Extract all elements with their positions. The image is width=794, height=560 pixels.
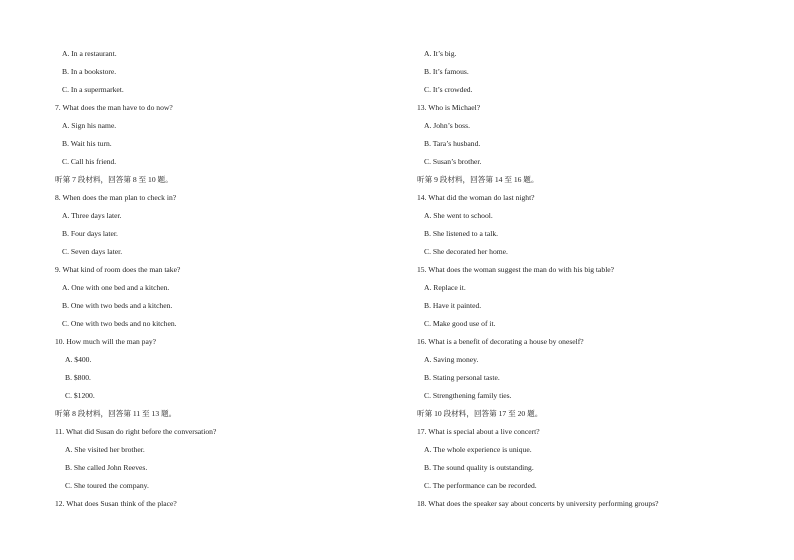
answer-option: C. $1200. <box>65 391 95 400</box>
right-column <box>417 45 787 513</box>
question-text: 14. What did the woman do last night? <box>417 193 535 202</box>
question-text: 15. What does the woman suggest the man do with his big table? <box>417 265 615 274</box>
answer-option: B. Tara’s husband. <box>424 139 481 148</box>
section-instruction: 听第 9 段材料，回答第 14 至 16 题。 <box>417 175 539 184</box>
section-instruction: 听第 7 段材料，回答第 8 至 10 题。 <box>55 175 173 184</box>
answer-option: C. Susan’s brother. <box>424 157 482 166</box>
answer-option: A. Three days later. <box>62 211 122 220</box>
question-text: 8. When does the man plan to check in? <box>55 193 177 202</box>
answer-option: B. She called John Reeves. <box>65 463 148 472</box>
answer-option: A. Sign his name. <box>62 121 117 130</box>
answer-option: A. One with one bed and a kitchen. <box>62 283 170 292</box>
answer-option: B. Four days later. <box>62 229 118 238</box>
answer-option: A. She went to school. <box>424 211 493 220</box>
answer-option: C. Strengthening family ties. <box>424 391 512 400</box>
answer-option: A. Saving money. <box>424 355 479 364</box>
section-instruction: 听第 10 段材料，回答第 17 至 20 题。 <box>417 409 543 418</box>
question-text: 7. What does the man have to do now? <box>55 103 173 112</box>
answer-option: B. One with two beds and a kitchen. <box>62 301 173 310</box>
answer-option: C. She decorated her home. <box>424 247 508 256</box>
answer-option: C. The performance can be recorded. <box>424 481 537 490</box>
answer-option: B. Have it painted. <box>424 301 482 310</box>
question-text: 18. What does the speaker say about concerts by university performing groups? <box>417 499 659 508</box>
answer-option: A. In a restaurant. <box>62 49 117 58</box>
question-text: 9. What kind of room does the man take? <box>55 265 181 274</box>
answer-option: C. Call his friend. <box>62 157 117 166</box>
question-text: 17. What is special about a live concert? <box>417 427 540 436</box>
answer-option: B. The sound quality is outstanding. <box>424 463 534 472</box>
answer-option: C. It’s crowded. <box>424 85 473 94</box>
section-instruction: 听第 8 段材料，回答第 11 至 13 题。 <box>55 409 177 418</box>
answer-option: C. Make good use of it. <box>424 319 496 328</box>
answer-option: B. Wait his turn. <box>62 139 112 148</box>
answer-option: B. Stating personal taste. <box>424 373 500 382</box>
answer-option: C. One with two beds and no kitchen. <box>62 319 177 328</box>
answer-option: B. It’s famous. <box>424 67 469 76</box>
answer-option: A. It’s big. <box>424 49 457 58</box>
answer-option: B. She listened to a talk. <box>424 229 499 238</box>
answer-option: C. She toured the company. <box>65 481 149 490</box>
answer-option: A. Replace it. <box>424 283 466 292</box>
answer-option: A. She visited her brother. <box>65 445 145 454</box>
answer-option: A. The whole experience is unique. <box>424 445 532 454</box>
answer-option: A. $400. <box>65 355 92 364</box>
answer-option: C. In a supermarket. <box>62 85 124 94</box>
answer-option: B. $800. <box>65 373 91 382</box>
question-text: 11. What did Susan do right before the conversation? <box>55 427 217 436</box>
question-text: 12. What does Susan think of the place? <box>55 499 177 508</box>
answer-option: C. Seven days later. <box>62 247 123 256</box>
left-column <box>55 45 385 513</box>
question-text: 16. What is a benefit of decorating a house by oneself? <box>417 337 584 346</box>
answer-option: B. In a bookstore. <box>62 67 117 76</box>
question-text: 10. How much will the man pay? <box>55 337 157 346</box>
answer-option: A. John’s boss. <box>424 121 470 130</box>
question-text: 13. Who is Michael? <box>417 103 481 112</box>
